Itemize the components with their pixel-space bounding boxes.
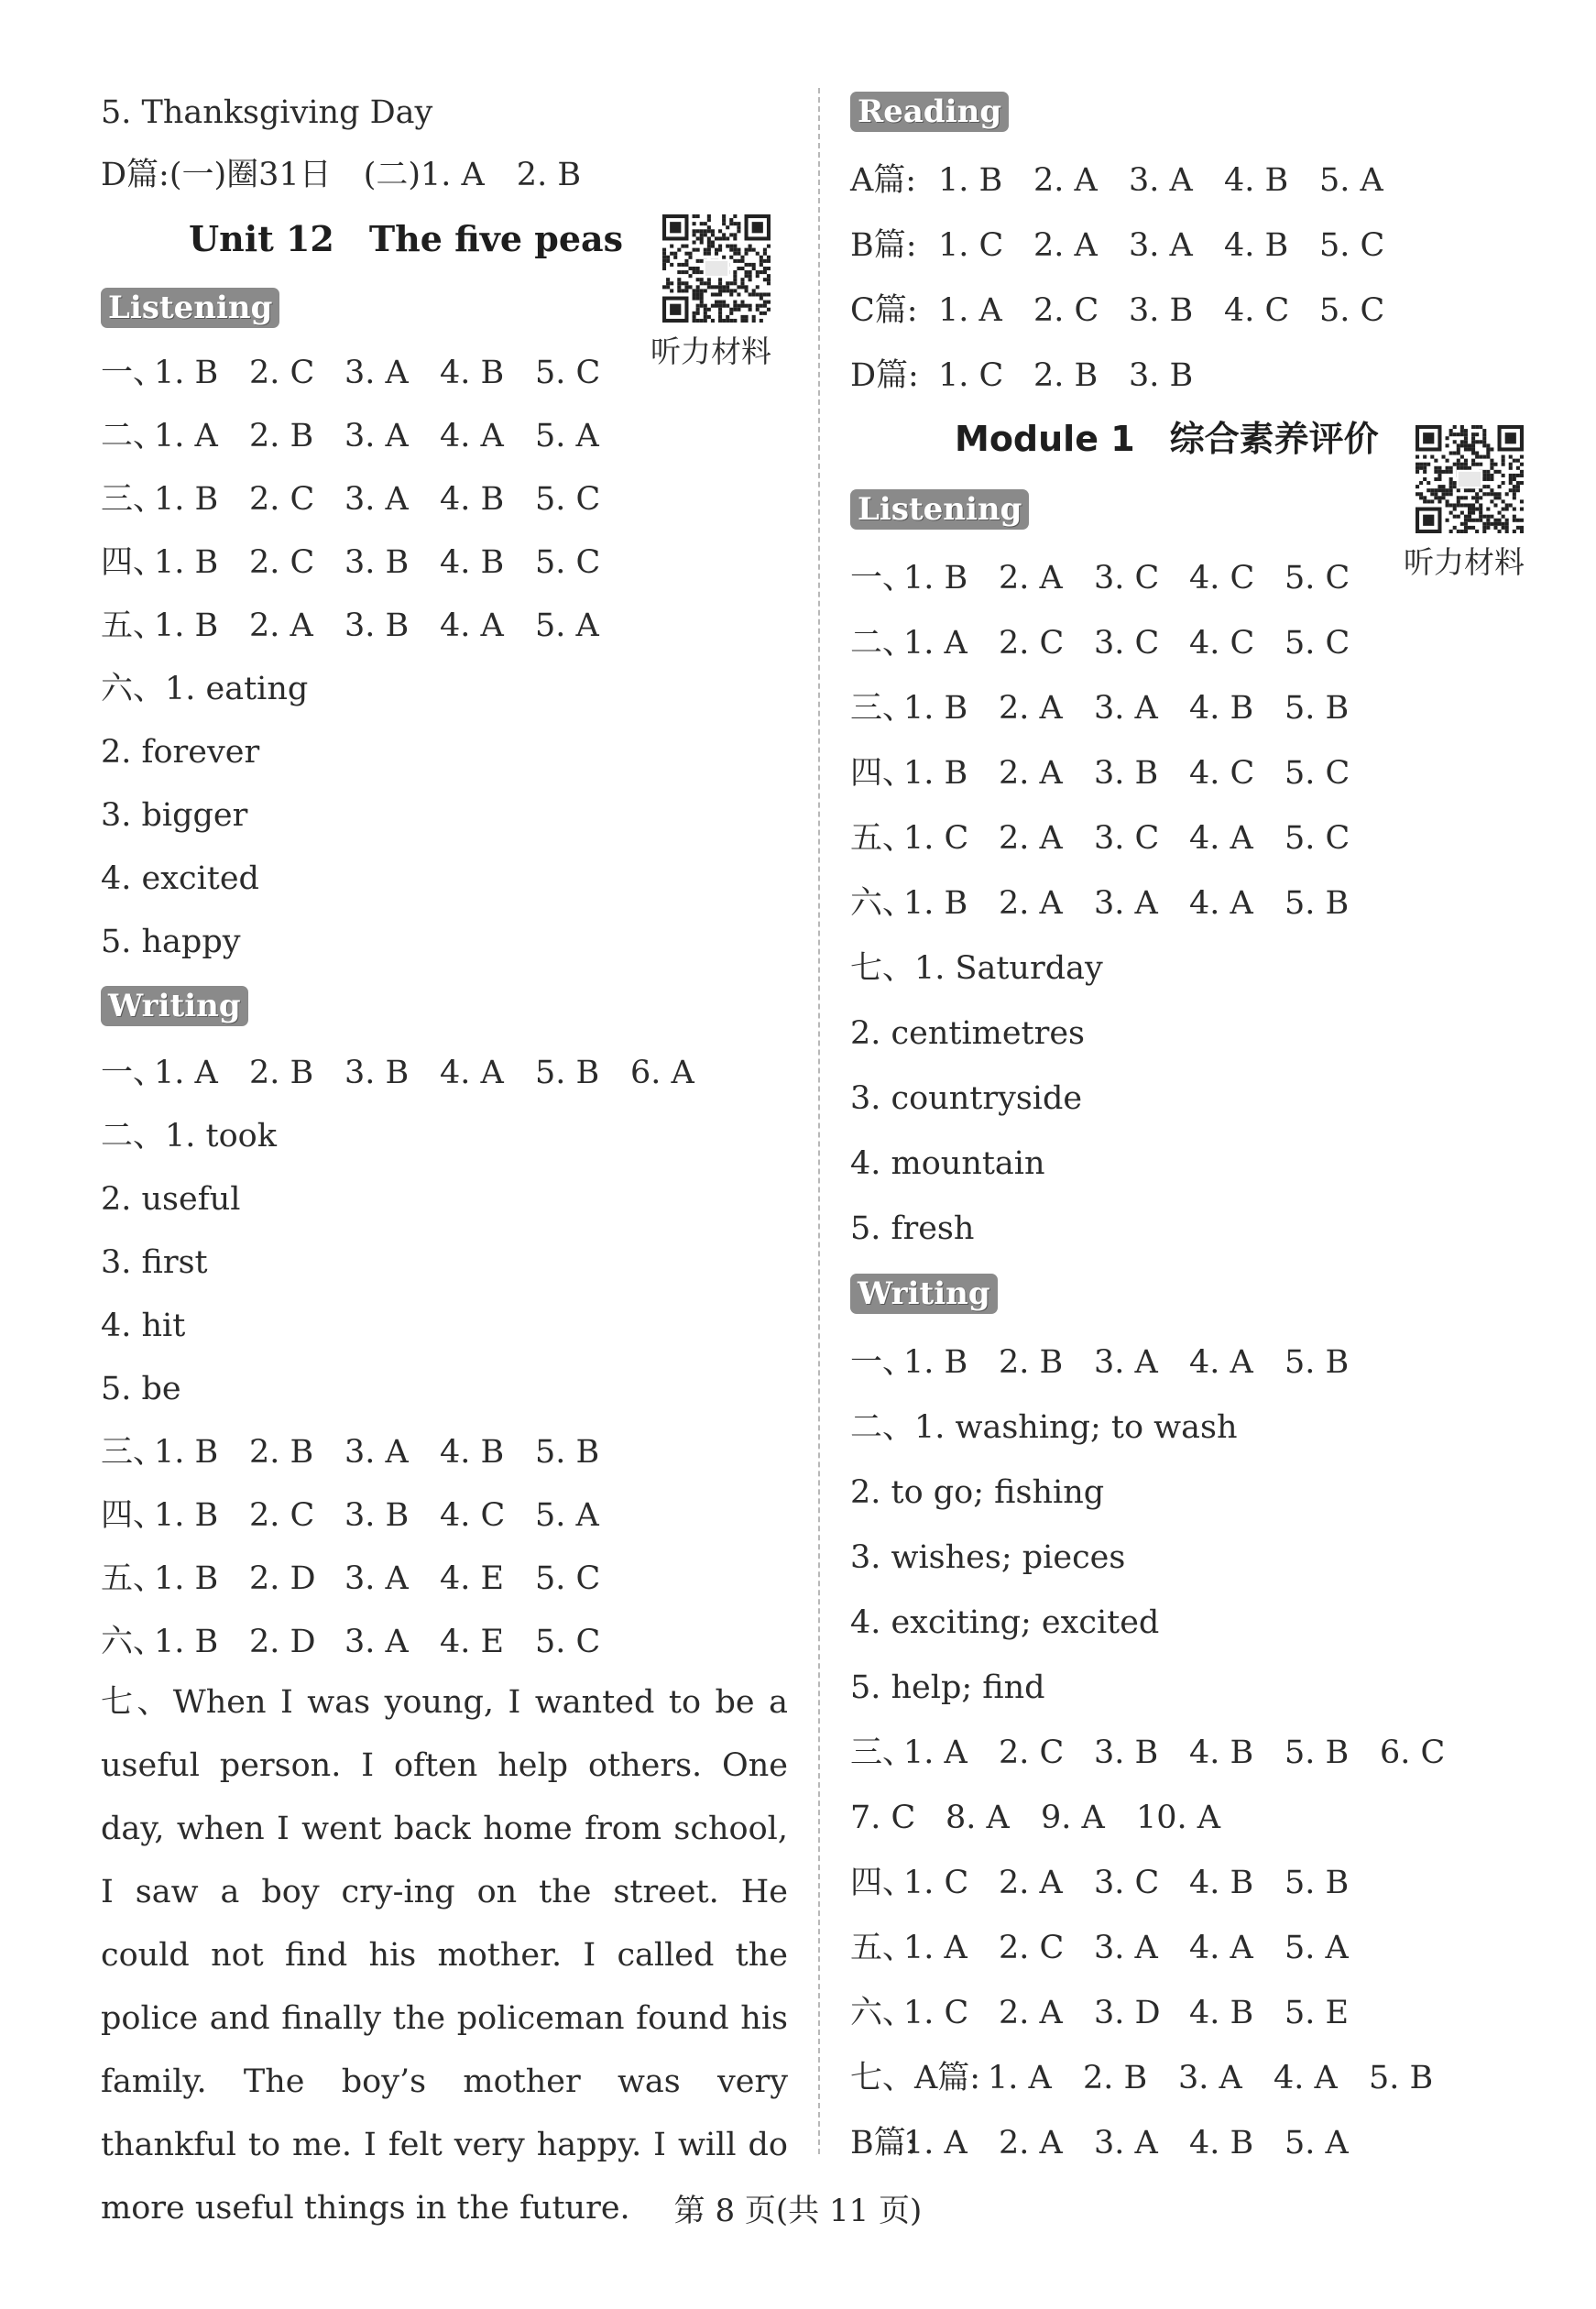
answer-row xyxy=(850,356,1224,395)
answer-item: 5. A xyxy=(535,607,599,644)
answer-item: 5. A xyxy=(1284,1930,1349,1966)
answer-line: 4. hit xyxy=(101,1308,186,1344)
answer-item: 5. E xyxy=(1284,1995,1350,2031)
answer-item: 1. B xyxy=(903,885,968,922)
answer-row xyxy=(850,819,1380,858)
answer-row xyxy=(850,2124,1380,2162)
answer-line: 2. forever xyxy=(101,734,260,771)
answer-item: 4. B xyxy=(440,481,505,518)
qr-label: 听力材料 xyxy=(1404,544,1525,580)
answer-item: 5. B xyxy=(1284,885,1350,922)
answer-line: 5. happy xyxy=(101,924,241,960)
answer-item: 3. A xyxy=(1178,2060,1242,2096)
answer-item: 2. A xyxy=(1033,162,1098,199)
answer-line: 2. centimetres xyxy=(850,1015,1086,1052)
answer-item: 1. C xyxy=(938,357,1004,394)
answer-item: 1. B xyxy=(903,560,968,596)
answer-item: 3. B xyxy=(1129,357,1194,394)
answer-item: 5. C xyxy=(535,544,601,581)
answer-line: 5. fresh xyxy=(850,1210,975,1247)
answer-row xyxy=(850,754,1380,793)
answer-item: 4. B xyxy=(1224,162,1289,199)
answer-item: 4. B xyxy=(1189,1865,1254,1901)
answer-item: 5. B xyxy=(1284,690,1350,727)
answer-line: 5. help; find xyxy=(850,1669,1045,1706)
answer-item: 4. B xyxy=(1189,1734,1254,1771)
answer-item: 8. A xyxy=(946,1800,1010,1836)
answer-item: 3. A xyxy=(344,355,409,391)
question-number: 四、 xyxy=(101,544,166,581)
answer-item: 5. B xyxy=(1284,1734,1350,1771)
unit-title: Unit 12 The five peas xyxy=(189,218,624,259)
answer-line: 3. countryside xyxy=(850,1080,1083,1117)
answer-item: 2. A xyxy=(999,820,1063,857)
answer-item: 5. B xyxy=(1369,2060,1434,2096)
answer-item: 3. B xyxy=(1094,1734,1159,1771)
answer-item: 2. D xyxy=(249,1624,316,1660)
answer-item: 1. A xyxy=(154,1055,218,1091)
question-number: 五、 xyxy=(101,1560,166,1597)
qr-code-icon xyxy=(662,214,771,323)
column-divider xyxy=(818,88,820,2154)
answer-item: 3. A xyxy=(344,418,409,454)
answer-item: 4. A xyxy=(1189,1344,1253,1381)
answer-line: 七、1. Saturday xyxy=(850,950,1103,987)
answer-item: 4. B xyxy=(1189,690,1254,727)
question-number: 四、 xyxy=(850,755,915,792)
answer-item: 3. B xyxy=(1129,292,1194,329)
answer-item: 5. C xyxy=(1284,625,1350,662)
answer-item: 5. C xyxy=(1319,227,1385,264)
question-number: 一、 xyxy=(101,355,166,391)
answer-item: 5. A xyxy=(1319,162,1383,199)
question-number: B篇: xyxy=(850,2125,917,2161)
answer-item: 4. A xyxy=(1189,1930,1253,1966)
answer-row xyxy=(850,1929,1380,1967)
module-title: Module 1 综合素养评价 xyxy=(955,419,1379,459)
answer-row xyxy=(850,1864,1380,1902)
answer-row xyxy=(850,624,1380,662)
answer-item: 1. C xyxy=(903,1865,969,1901)
answer-row xyxy=(101,1559,630,1598)
answer-item: 1. A xyxy=(154,418,218,454)
answer-item: 1. B xyxy=(154,481,219,518)
answer-item: 5. C xyxy=(535,481,601,518)
answer-row xyxy=(850,291,1415,330)
answer-item: 3. C xyxy=(1094,1865,1160,1901)
answer-item: 4. A xyxy=(1274,2060,1338,2096)
answer-item: 4. C xyxy=(1189,625,1255,662)
answer-item: 2. C xyxy=(249,481,315,518)
answer-item: 1. B xyxy=(903,755,968,792)
answer-item: 2. C xyxy=(1033,292,1099,329)
answer-item: 1. C xyxy=(938,227,1004,264)
answer-item: 4. A xyxy=(1189,820,1253,857)
answer-item: 5. B xyxy=(535,1055,600,1091)
answer-item: 4. A xyxy=(440,607,504,644)
answer-item: 4. B xyxy=(440,544,505,581)
answer-item: 2. C xyxy=(249,1497,315,1534)
qr-code-icon xyxy=(1416,425,1524,533)
answer-row xyxy=(850,161,1415,200)
question-number: 三、 xyxy=(101,481,166,518)
answer-line: D篇:(一)圈31日 (二)1. A 2. B xyxy=(101,157,582,193)
answer-item: 2. A xyxy=(999,2125,1063,2161)
answer-item: 5. A xyxy=(1284,2125,1349,2161)
answer-item: 3. C xyxy=(1094,625,1160,662)
answer-item: 1. B xyxy=(154,355,219,391)
answer-line: 2. to go; fishing xyxy=(850,1474,1105,1511)
answer-line: 3. first xyxy=(101,1244,208,1281)
question-number: 三、 xyxy=(101,1434,166,1471)
answer-item: 2. B xyxy=(1033,357,1099,394)
answer-line: 六、1. eating xyxy=(101,671,309,707)
question-number: 三、 xyxy=(850,1734,915,1771)
answer-item: 2. C xyxy=(249,355,315,391)
answer-row xyxy=(850,226,1415,265)
question-number: 五、 xyxy=(850,820,915,857)
answer-item: 3. A xyxy=(1094,1344,1158,1381)
answer-item: 2. C xyxy=(249,544,315,581)
answer-item: 2. B xyxy=(1083,2060,1148,2096)
answer-item: 4. C xyxy=(1189,560,1255,596)
answer-item: 2. C xyxy=(999,625,1065,662)
page-footer: 第 8 页(共 11 页) xyxy=(673,2193,923,2229)
answer-item: 3. C xyxy=(1094,820,1160,857)
listening-tag: Listening xyxy=(101,288,279,328)
answer-item: 5. B xyxy=(1284,1865,1350,1901)
answer-line: 二、1. took xyxy=(101,1118,277,1154)
answer-item: 5. C xyxy=(1284,560,1350,596)
answer-item: 3. A xyxy=(1094,2125,1158,2161)
answer-item: 4. C xyxy=(1224,292,1290,329)
answer-item: 4. E xyxy=(440,1624,505,1660)
qr-code-icon xyxy=(662,214,771,323)
question-number: 二、 xyxy=(850,625,915,662)
answer-item: 5. C xyxy=(1284,820,1350,857)
answer-row xyxy=(850,1734,1475,1772)
answer-line: 5. be xyxy=(101,1371,181,1407)
answer-item: 1. B xyxy=(154,1434,219,1471)
question-number: 五、 xyxy=(850,1930,915,1966)
answer-item: 4. B xyxy=(440,1434,505,1471)
question-number: C篇: xyxy=(850,292,918,329)
answer-item: 2. B xyxy=(999,1344,1064,1381)
answer-item: 5. A xyxy=(535,418,599,454)
answer-item: 3. B xyxy=(1094,755,1159,792)
question-number: 二、 xyxy=(101,418,166,454)
answer-item: 2. A xyxy=(999,1865,1063,1901)
answer-row xyxy=(101,417,630,455)
answer-item: 4. B xyxy=(1224,227,1289,264)
writing-tag: Writing xyxy=(850,1274,998,1314)
answer-row xyxy=(101,480,630,519)
answer-item: 4. B xyxy=(1189,1995,1254,2031)
answer-item: 2. C xyxy=(999,1930,1065,1966)
answer-item: 2. B xyxy=(249,418,314,454)
answer-row xyxy=(101,1623,630,1661)
essay-answer: 七、When I was young, I wanted to be a useful person. I often help others. One day, when I went back home from school, I saw a boy cry-ing on the street. He could not find his mother. I called the police and finally the policeman found his family. The boy’s mother was very thankful to me. I felt very happy. I will do more useful things in the future. xyxy=(101,1684,788,2227)
answer-item: 1. B xyxy=(903,690,968,727)
answer-row xyxy=(101,1496,630,1535)
answer-line: 5. Thanksgiving Day xyxy=(101,94,433,131)
answer-item: 2. A xyxy=(999,885,1063,922)
answer-row xyxy=(101,543,630,582)
qr-code-icon xyxy=(1416,425,1524,533)
question-number: 六、 xyxy=(101,1624,166,1660)
answer-item: 2. A xyxy=(999,1995,1063,2031)
writing-tag: Writing xyxy=(101,986,248,1026)
question-number: 七、A篇: xyxy=(850,2060,981,2096)
answer-line: 3. wishes; pieces xyxy=(850,1539,1126,1576)
reading-tag: Reading xyxy=(850,92,1009,132)
answer-line: 4. mountain xyxy=(850,1145,1045,1182)
answer-row xyxy=(850,559,1380,597)
answer-item: 5. B xyxy=(535,1434,600,1471)
answer-item: 4. B xyxy=(440,355,505,391)
answer-item: 3. C xyxy=(1094,560,1160,596)
question-number: 四、 xyxy=(101,1497,166,1534)
answer-row xyxy=(101,1433,630,1472)
answer-item: 3. A xyxy=(344,481,409,518)
answer-item: 3. B xyxy=(344,544,410,581)
answer-item: 2. A xyxy=(999,755,1063,792)
answer-item: 4. C xyxy=(440,1497,506,1534)
answer-item: 3. B xyxy=(344,1497,410,1534)
question-number: 一、 xyxy=(850,1344,915,1381)
answer-item: 1. B xyxy=(938,162,1003,199)
answer-item: 5. A xyxy=(535,1497,599,1534)
answer-item: 6. A xyxy=(630,1055,694,1091)
answer-item: 2. A xyxy=(999,690,1063,727)
answer-line: 二、1. washing; to wash xyxy=(850,1409,1238,1446)
answer-item: 3. A xyxy=(1129,227,1193,264)
answer-item: 5. B xyxy=(1284,1344,1350,1381)
answer-row xyxy=(101,607,630,645)
answer-item: 3. A xyxy=(1094,1930,1158,1966)
answer-line: 4. exciting; excited xyxy=(850,1604,1160,1641)
answer-item: 3. B xyxy=(344,607,410,644)
answer-item: 3. D xyxy=(1094,1995,1161,2031)
answer-item: 10. A xyxy=(1136,1800,1221,1836)
answer-item: 1. B xyxy=(154,1560,219,1597)
answer-item: 1. A xyxy=(903,625,967,662)
question-number: D篇: xyxy=(850,357,919,394)
question-number: 一、 xyxy=(101,1055,166,1091)
answer-item: 2. A xyxy=(999,560,1063,596)
answer-item: 3. A xyxy=(1129,162,1193,199)
answer-item: 3. B xyxy=(344,1055,410,1091)
question-number: 五、 xyxy=(101,607,166,644)
question-number: 一、 xyxy=(850,560,915,596)
answer-item: 9. A xyxy=(1041,1800,1105,1836)
answer-item: 6. C xyxy=(1380,1734,1446,1771)
answer-item: 1. B xyxy=(154,544,219,581)
answer-item: 1. B xyxy=(903,1344,968,1381)
qr-label: 听力材料 xyxy=(650,334,771,369)
answer-item: 4. B xyxy=(1189,2125,1254,2161)
answer-item: 5. C xyxy=(535,355,601,391)
answer-item: 2. B xyxy=(249,1055,314,1091)
answer-item: 1. A xyxy=(903,1734,967,1771)
answer-item: 5. C xyxy=(1284,755,1350,792)
answer-item: 1. A xyxy=(903,2125,967,2161)
answer-item: 1. A xyxy=(903,1930,967,1966)
question-number: A篇: xyxy=(850,162,917,199)
answer-line: 4. excited xyxy=(101,860,259,897)
question-number: 三、 xyxy=(850,690,915,727)
answer-item: 1. A xyxy=(988,2060,1052,2096)
answer-item: 5. C xyxy=(1319,292,1385,329)
answer-row xyxy=(850,1343,1380,1382)
answer-item: 2. A xyxy=(249,607,313,644)
answer-item: 7. C xyxy=(850,1800,916,1836)
answer-row xyxy=(850,689,1380,728)
answer-row xyxy=(850,1994,1380,2032)
answer-row xyxy=(850,1799,1231,1837)
answer-item: 2. B xyxy=(249,1434,314,1471)
answer-item: 1. C xyxy=(903,1995,969,2031)
answer-row xyxy=(850,2059,1464,2097)
answer-line: 3. bigger xyxy=(101,797,248,834)
answer-item: 4. C xyxy=(1189,755,1255,792)
question-number: B篇: xyxy=(850,227,917,264)
answer-item: 2. A xyxy=(1033,227,1098,264)
answer-item: 3. A xyxy=(1094,885,1158,922)
listening-tag: Listening xyxy=(850,489,1029,530)
answer-item: 1. C xyxy=(903,820,969,857)
answer-item: 4. A xyxy=(440,1055,504,1091)
answer-item: 4. A xyxy=(1189,885,1253,922)
answer-item: 2. C xyxy=(999,1734,1065,1771)
answer-line: 2. useful xyxy=(101,1181,241,1218)
answer-item: 4. A xyxy=(440,418,504,454)
answer-item: 3. A xyxy=(344,1434,409,1471)
answer-row xyxy=(850,884,1380,923)
answer-row xyxy=(101,354,630,392)
answer-item: 3. A xyxy=(1094,690,1158,727)
question-number: 四、 xyxy=(850,1865,915,1901)
answer-item: 3. A xyxy=(344,1624,409,1660)
answer-item: 1. B xyxy=(154,1497,219,1534)
answer-item: 4. E xyxy=(440,1560,505,1597)
answer-item: 3. A xyxy=(344,1560,409,1597)
answer-item: 1. B xyxy=(154,1624,219,1660)
answer-item: 1. B xyxy=(154,607,219,644)
question-number: 六、 xyxy=(850,885,915,922)
answer-item: 1. A xyxy=(938,292,1002,329)
answer-row xyxy=(101,1054,726,1092)
answer-item: 2. D xyxy=(249,1560,316,1597)
answer-item: 5. C xyxy=(535,1624,601,1660)
question-number: 六、 xyxy=(850,1995,915,2031)
answer-item: 5. C xyxy=(535,1560,601,1597)
